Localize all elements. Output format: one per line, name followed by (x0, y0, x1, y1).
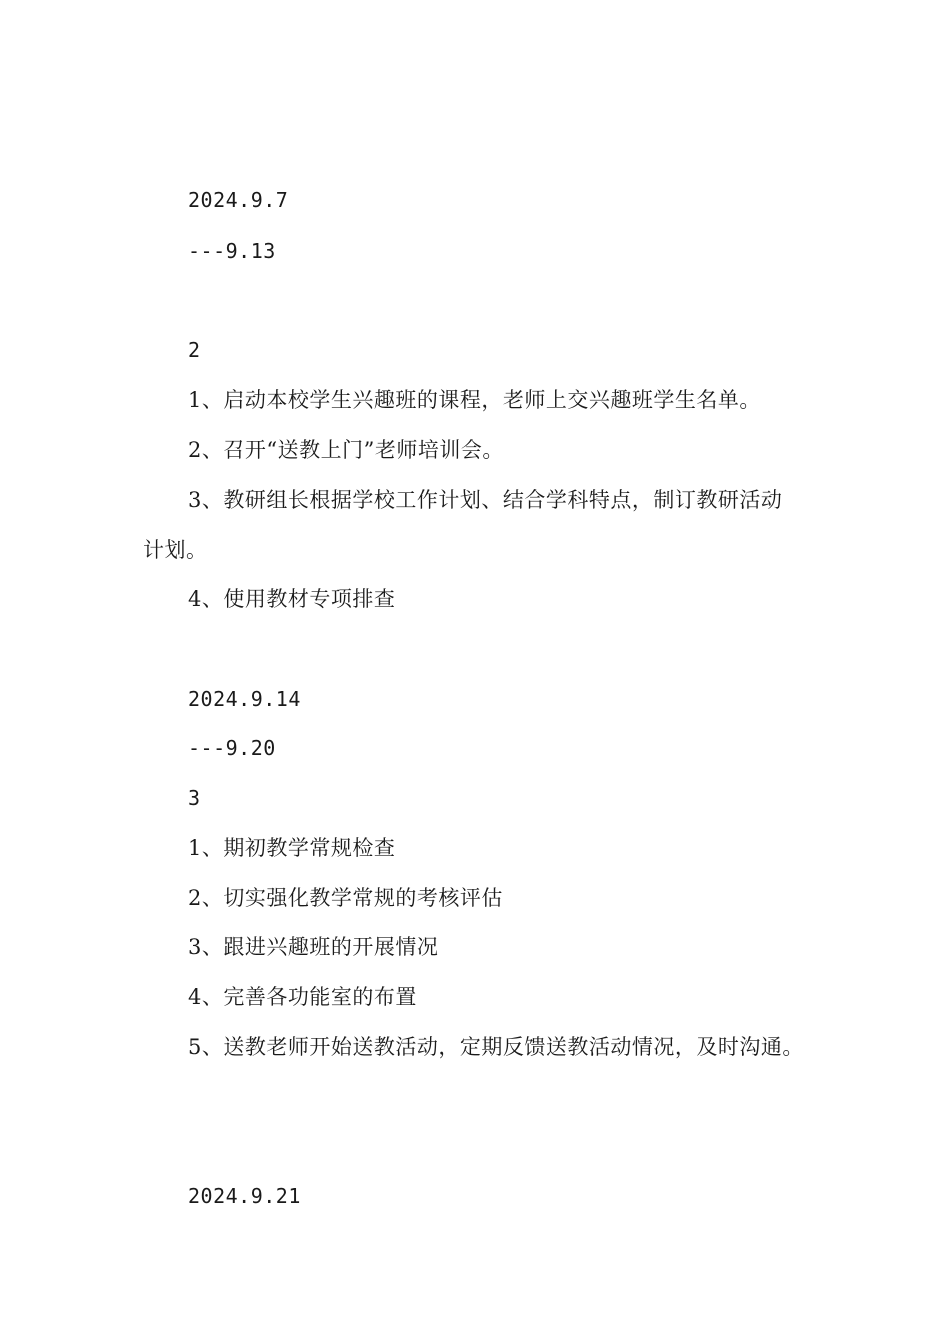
week-number-3: 3 (188, 786, 201, 810)
date-end-week1: ---9.13 (188, 239, 276, 263)
list-item-continuation: 计划。 (143, 538, 208, 562)
date-end-week2: ---9.20 (188, 736, 276, 760)
list-item: 3、教研组长根据学校工作计划、结合学科特点，制订教研活动 (188, 488, 783, 512)
list-item: 4、完善各功能室的布置 (188, 985, 417, 1009)
list-item: 4、使用教材专项排查 (188, 587, 396, 611)
list-item: 2、召开“送教上门”老师培训会。 (188, 438, 504, 462)
list-item: 2、切实强化教学常规的考核评估 (188, 886, 503, 910)
date-start-week1: 2024.9.7 (188, 188, 289, 212)
list-item: 1、启动本校学生兴趣班的课程，老师上交兴趣班学生名单。 (188, 388, 761, 412)
date-start-week3: 2024.9.21 (188, 1184, 301, 1208)
list-item: 3、跟进兴趣班的开展情况 (188, 935, 439, 959)
date-start-week2: 2024.9.14 (188, 687, 301, 711)
week-number-2: 2 (188, 338, 201, 362)
list-item: 1、期初教学常规检查 (188, 836, 396, 860)
list-item: 5、送教老师开始送教活动，定期反馈送教活动情况，及时沟通。 (188, 1035, 804, 1059)
